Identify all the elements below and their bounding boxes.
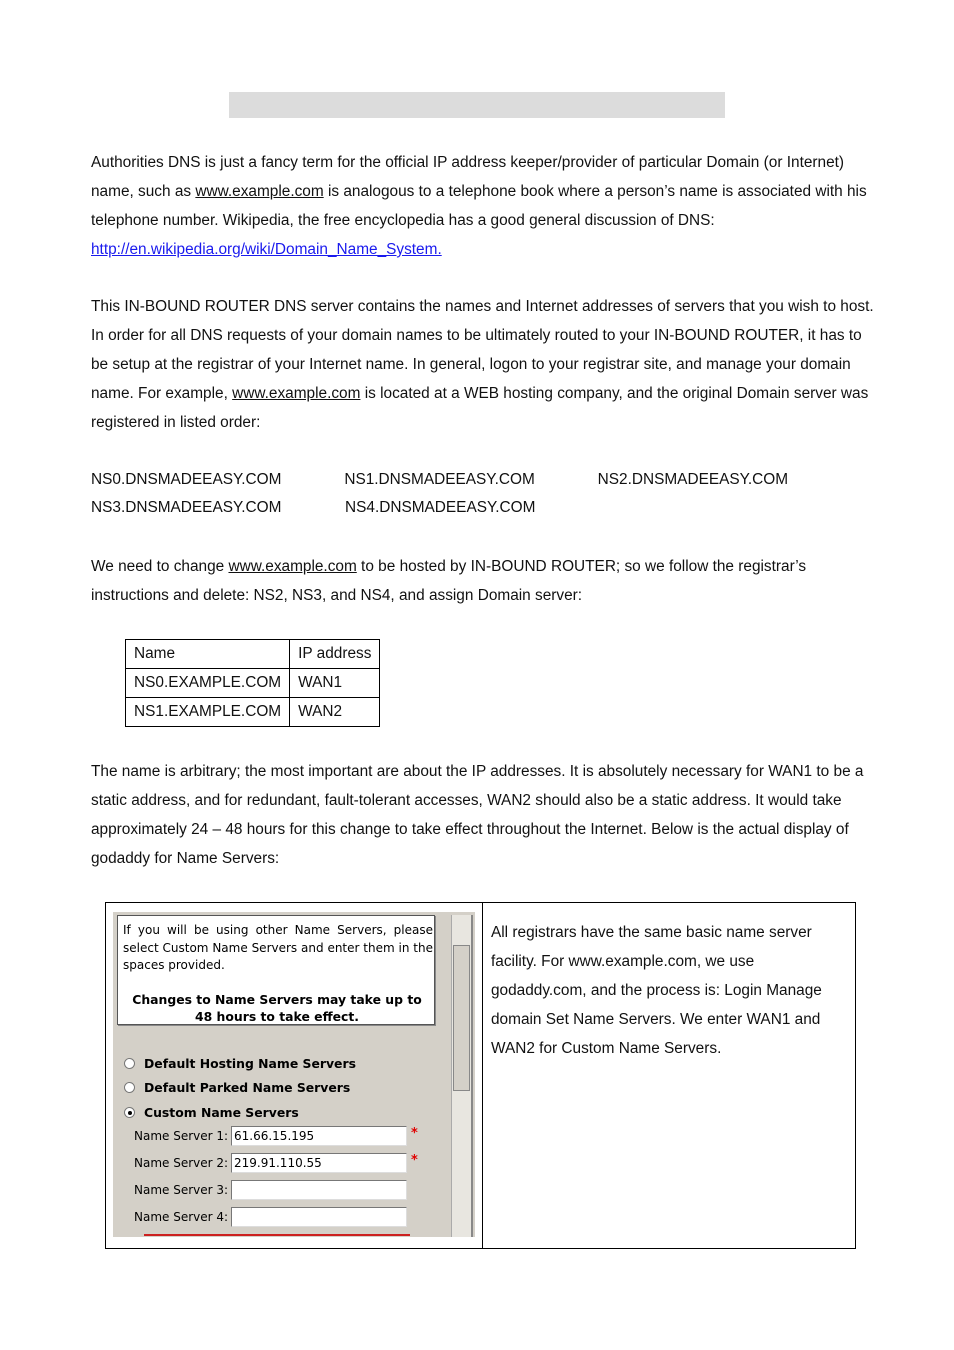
option-label: Default Parked Name Servers: [144, 1079, 351, 1095]
registrar-note: All registrars have the same basic name server facility. For www.example.com, we use godaddy.com, and the process is: Login Manage domain Set Name Servers. We enter WAN1 and WAN2 for Custom Name Servers.: [491, 924, 822, 1058]
nameserver-item: NS2.DNSMADEEASY.COM: [597, 471, 789, 488]
godaddy-screenshot: [113, 912, 475, 1237]
table-header-cell: Name: [126, 640, 290, 669]
table-cell: NS0.EXAMPLE.COM: [126, 669, 290, 698]
name-server-2-row: [134, 1152, 418, 1174]
nameserver-item: NS4.DNSMADEEASY.COM: [345, 499, 536, 516]
name-server-2-input[interactable]: [231, 1153, 407, 1173]
scrollbar-edge: [471, 915, 473, 1237]
table-cell: NS1.EXAMPLE.COM: [126, 698, 290, 727]
nameserver-item: NS1.DNSMADEEASY.COM: [344, 471, 535, 488]
field-label: Name Server 2:: [134, 1156, 229, 1170]
nameserver-notice: [117, 915, 435, 1025]
option-label: Custom Name Servers: [144, 1104, 299, 1120]
name-server-1-row: [134, 1125, 418, 1147]
change-paragraph: We need to change www.example.com to be hosted by IN-BOUND ROUTER; so we follow the registrar’s instructions and delete: NS2, NS3, and NS4, and assign Domain server:: [91, 558, 807, 604]
field-label: Name Server 3:: [134, 1183, 229, 1197]
field-label: Name Server 4:: [134, 1210, 229, 1224]
nameserver-row: [91, 494, 851, 522]
radio-button[interactable]: [124, 1058, 135, 1069]
godaddy-frame: [105, 902, 856, 1249]
name-server-3-row: [134, 1179, 407, 1201]
name-server-4-row: [134, 1206, 407, 1228]
title-bar: [229, 92, 725, 118]
static-address-paragraph: The name is arbitrary; the most important are about the IP addresses. It is absolutely necessary for WAN1 to be a static address, and for redundant, fault-tolerant accesses, WAN2 should also be a static address. It would take approximately 24 – 48 hours for this change to take effect throughout the Internet. Below is the actual display of godaddy for Name Servers:: [91, 763, 864, 867]
wikipedia-link[interactable]: http://en.wikipedia.org/wiki/Domain_Name_System.: [91, 241, 442, 258]
dns-table: [125, 639, 380, 727]
option-default-parked[interactable]: [124, 1078, 350, 1096]
notice-text: If you will be using other Name Servers, please select Custom Name Servers and enter them in the spaces provided.: [123, 923, 433, 972]
example-link[interactable]: www.example.com: [232, 385, 361, 402]
table-header-cell: IP address: [290, 640, 380, 669]
name-server-1-input[interactable]: [231, 1126, 407, 1146]
table-row: [126, 669, 380, 698]
name-server-4-input[interactable]: [231, 1207, 407, 1227]
nameserver-item: NS3.DNSMADEEASY.COM: [91, 499, 282, 516]
table-row: [126, 698, 380, 727]
nameserver-item: NS0.DNSMADEEASY.COM: [91, 471, 282, 488]
table-header-row: [126, 640, 380, 669]
radio-button[interactable]: [124, 1082, 135, 1093]
required-marker: *: [411, 1125, 418, 1141]
name-server-3-input[interactable]: [231, 1180, 407, 1200]
example-link[interactable]: www.example.com: [195, 183, 324, 200]
vertical-scrollbar[interactable]: [451, 915, 472, 1237]
cell-divider: [482, 903, 483, 1248]
option-label: Default Hosting Name Servers: [144, 1055, 356, 1071]
scrollbar-thumb[interactable]: [453, 945, 470, 1091]
option-default-hosting[interactable]: [124, 1054, 356, 1072]
option-custom[interactable]: [124, 1103, 299, 1121]
field-label: Name Server 1:: [134, 1129, 229, 1143]
nameserver-row: [91, 466, 851, 494]
intro-paragraph: Authorities DNS is just a fancy term for the official IP address keeper/provider of particular Domain (or Internet) name, such as www.example.com is analogous to a telephone book where a person’s name is associated with his telephone number. Wikipedia, the free encyclopedia has a good general discussion of DNS: http://en.wikipedia.org/wiki/Domain_Name_System.: [91, 154, 867, 258]
button-edge: [144, 1234, 410, 1236]
table-cell: WAN2: [290, 698, 380, 727]
notice-warning: Changes to Name Servers may take up to 48 hours to take effect.: [132, 992, 422, 1024]
table-cell: WAN1: [290, 669, 380, 698]
router-paragraph: This IN-BOUND ROUTER DNS server contains the names and Internet addresses of servers that you wish to host. In order for all DNS requests of your domain names to be ultimately routed to your IN-BOUND ROUTER, it has to be setup at the registrar of your Internet name. In general, logon to your registrar site, and manage your domain name. For example, www.example.com is located at a WEB hosting company, and the original Domain server was registered in listed order:: [91, 298, 874, 431]
radio-button-selected[interactable]: [124, 1107, 135, 1118]
nameserver-list: [91, 466, 851, 522]
required-marker: *: [411, 1152, 418, 1168]
example-link[interactable]: www.example.com: [228, 558, 357, 575]
